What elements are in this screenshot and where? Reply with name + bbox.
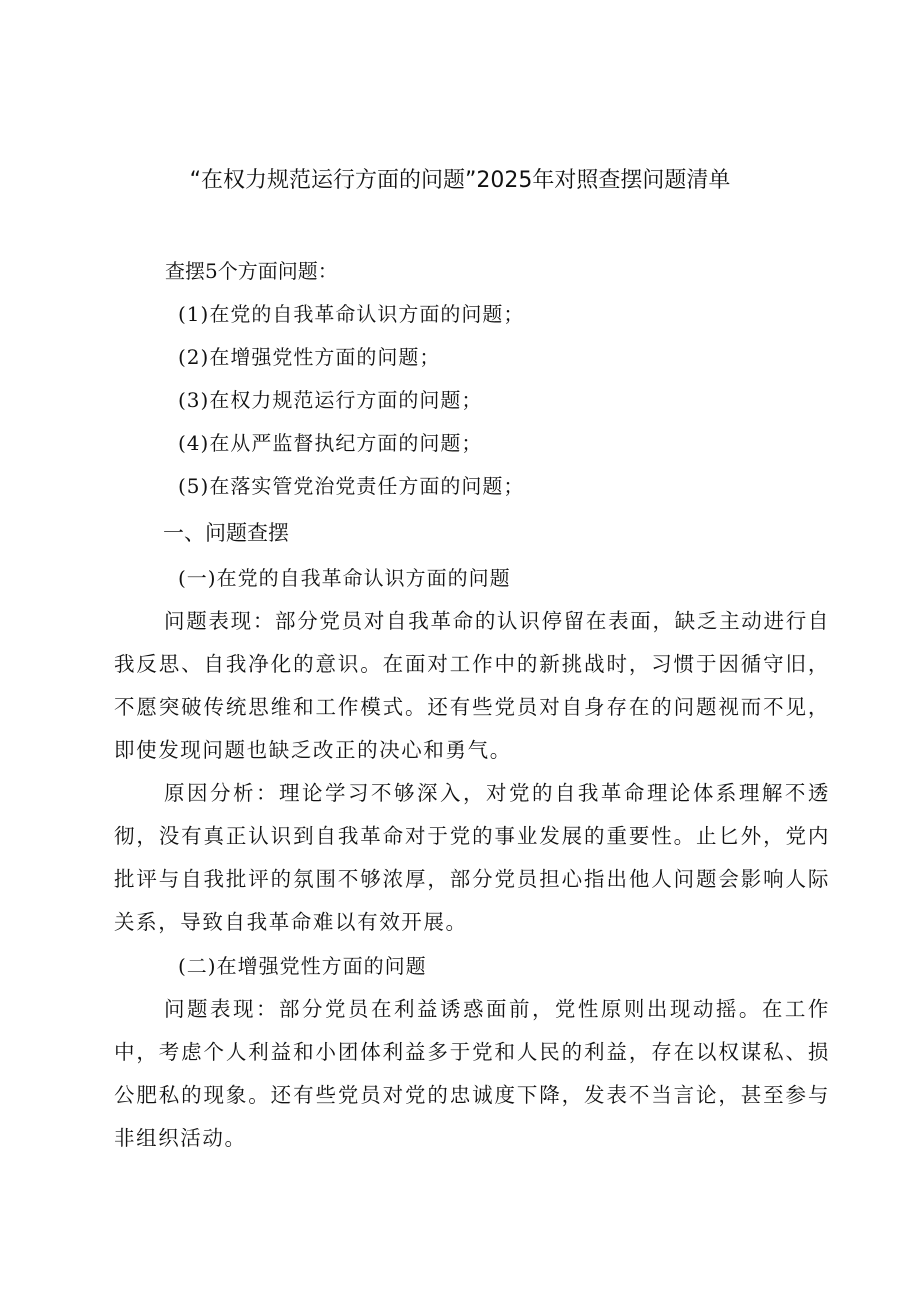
document-title: “在权力规范运行方面的问题”2025年对照查摆问题清单 bbox=[189, 168, 731, 193]
list-item: (2)在增强党性方面的问题； bbox=[178, 345, 441, 369]
cause-paragraph-1: 原因分析：理论学习不够深入，对党的自我革命理论体系理解不透彻，没有真正认识到自我革命对于党的事业发展的重要性。止匕外，党内批评与自我批评的氛围不够浓厚，部分党员担心指出他人问题会影响人际关系，导致自我革命难以有效开展。 bbox=[114, 781, 830, 934]
section-heading: 一、问题查摆 bbox=[163, 521, 289, 545]
problem-paragraph-1: 问题表现：部分党员对自我革命的认识停留在表面，缺乏主动进行自我反思、自我净化的意识。在面对工作中的新挑战时，习惯于因循守旧，不愿突破传统思维和工作模式。还有些党员对自身存在的问题视而不见，即使发现问题也缺乏改正的决心和勇气。 bbox=[114, 609, 830, 762]
list-item: (4)在从严监督执纪方面的问题； bbox=[178, 431, 483, 455]
subsection-heading-2: (二)在增强党性方面的问题 bbox=[178, 954, 427, 978]
list-item: (1)在党的自我革命认识方面的问题； bbox=[178, 302, 525, 326]
problem-aspect-list bbox=[178, 298, 524, 513]
problem-paragraph-2: 问题表现：部分党员在利益诱惑面前，党性原则出现动摇。在工作中，考虑个人利益和小团体利益多于党和人民的利益，存在以权谋私、损公肥私的现象。还有些党员对党的忠诚度下降，发表不当言论，甚至参与非组织活动。 bbox=[114, 997, 830, 1150]
subsection-heading-1: (一)在党的自我革命认识方面的问题 bbox=[178, 566, 511, 590]
intro-line: 查摆5个方面问题： bbox=[165, 259, 338, 283]
list-item: (3)在权力规范运行方面的问题； bbox=[178, 388, 483, 412]
list-item: (5)在落实管党治党责任方面的问题； bbox=[178, 474, 525, 498]
